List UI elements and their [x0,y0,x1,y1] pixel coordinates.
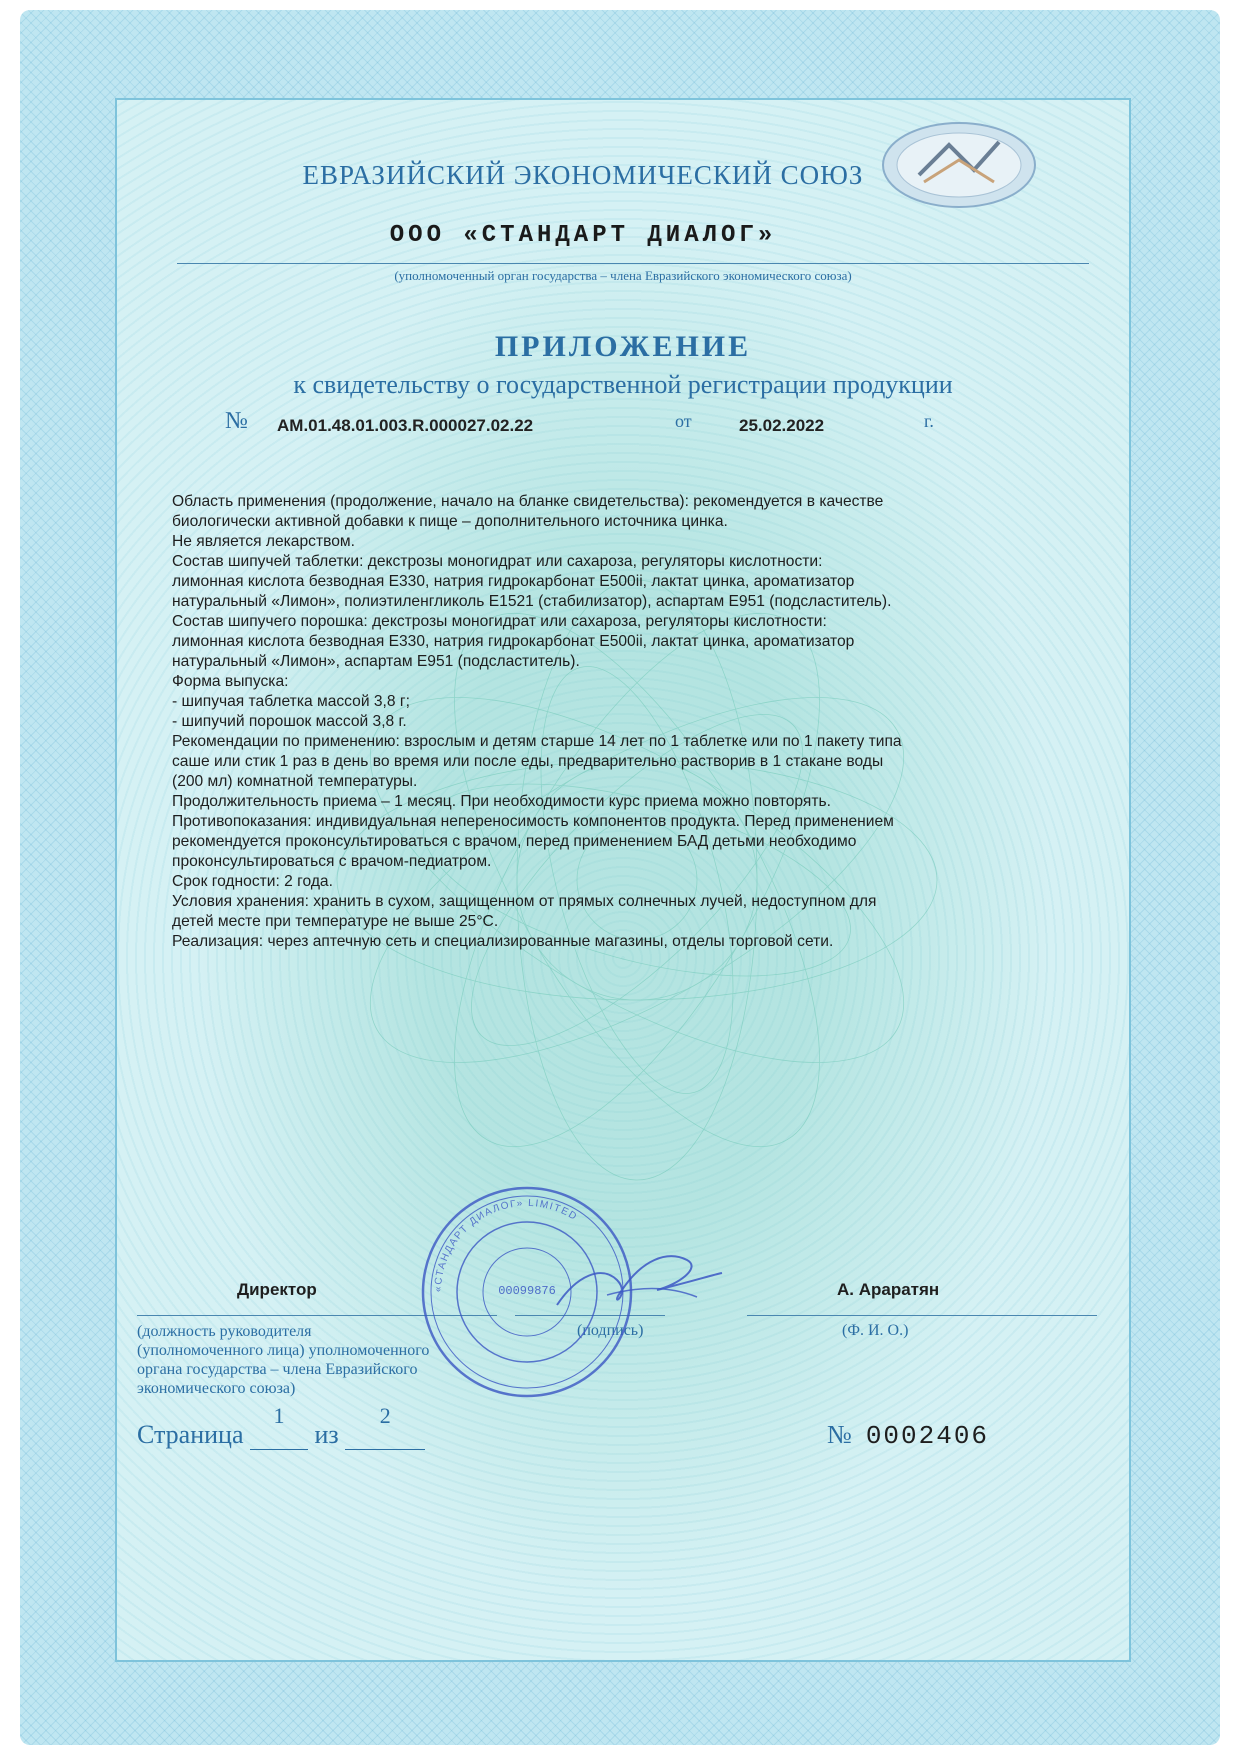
body-line: биологически активной добавки к пище – дополнительного источника цинка. [172,513,728,530]
body-line: Противопоказания: индивидуальная непереносимость компонентов продукта. Перед применением [172,813,894,830]
body-line: Не является лекарством. [172,533,355,550]
annex-body-text [172,492,1017,952]
signatory-name: А. Араратян [837,1280,940,1299]
stamp-code: 00099876 [498,1284,556,1298]
registration-date: 25.02.2022 [739,416,825,435]
role-caption-line: (уполномоченного лица) уполномоченного [137,1342,430,1359]
handwritten-signature [547,1235,727,1325]
page-title: ПРИЛОЖЕНИЕ [494,330,752,363]
certificate-field [115,98,1131,1662]
organization-name: ООО «СТАНДАРТ ДИАЛОГ» [389,222,777,249]
body-line: Рекомендации по применению: взрослым и детям старше 14 лет по 1 таблетке или по 1 пакету типа [172,733,902,750]
role-caption-line: органа государства – члена Евразийского [137,1361,418,1378]
year-suffix: г. [924,411,934,431]
body-line: - шипучий порошок массой 3,8 г. [172,713,407,730]
page-label: Страница [137,1420,244,1449]
body-line: Состав шипучего порошка: декстрозы моногидрат или сахароза, регуляторы кислотности: [172,613,827,630]
body-line: Срок годности: 2 года. [172,873,333,890]
body-line: (200 мл) комнатной температуры. [172,773,418,790]
signatory-role: Директор [237,1280,317,1299]
body-line: детей месте при температуре не выше 25°С. [172,913,499,930]
registration-number: AM.01.48.01.003.R.000027.02.22 [277,416,534,435]
body-line: натуральный «Лимон», полиэтиленгликоль Е1521 (стабилизатор), аспартам Е951 (подсластитель). [172,593,892,610]
organization-note: (уполномоченный орган государства – члена Евразийского экономического союза) [394,268,852,283]
registration-row [117,408,1129,438]
name-caption: (Ф. И. О.) [842,1322,909,1339]
body-line: проконсультироваться с врачом-педиатром. [172,853,492,870]
hologram-emblem [879,120,1039,210]
organization-rule [177,263,1089,264]
body-line: саше или стик 1 раз в день во время или после еды, предварительно растворив в 1 стакане воды [172,753,884,770]
body-line: Реализация: через аптечную сеть и специализированные магазины, отделы торговой сети. [172,933,834,950]
number-sign: № [225,408,248,434]
page-counter [137,1403,425,1450]
page-subtitle: к свидетельству о государственной регистрации продукции [293,370,953,399]
serial-number: 0002406 [865,1421,990,1451]
body-line: Состав шипучей таблетки: декстрозы моногидрат или сахароза, регуляторы кислотности: [172,553,823,570]
union-title: ЕВРАЗИЙСКИЙ ЭКОНОМИЧЕСКИЙ СОЮЗ [302,160,864,190]
body-line: Область применения (продолжение, начало на бланке свидетельства): рекомендуется в качестве [172,493,884,510]
certificate-border [20,10,1220,1745]
name-line [747,1315,1097,1316]
page-total: 2 [379,1403,391,1428]
stamp-ring-text: «СТАНДАРТ ДИАЛОГ» LIMITED [432,1197,580,1293]
role-caption-line: (должность руководителя [137,1323,312,1340]
body-line: Продолжительность приема – 1 месяц. При необходимости курс приема можно повторять. [172,793,831,810]
body-line: - шипучая таблетка массой 3,8 г; [172,693,410,710]
body-line: натуральный «Лимон», аспартам Е951 (подсластитель). [172,653,580,670]
page-current-field [250,1403,308,1450]
from-label: от [675,411,692,431]
body-line: лимонная кислота безводная Е330, натрия гидрокарбонат Е500ii, лактат цинка, ароматизатор [172,573,855,590]
body-line: рекомендуется проконсультироваться с врачом, перед применением БАД детьми необходимо [172,833,857,850]
body-line: лимонная кислота безводная Е330, натрия гидрокарбонат Е500ii, лактат цинка, ароматизатор [172,633,855,650]
of-label: из [314,1420,339,1449]
body-line: Условия хранения: хранить в сухом, защищенном от прямых солнечных лучей, недоступном для [172,893,877,910]
serial-sign: № [827,1420,852,1449]
form-serial [827,1420,989,1451]
body-line: Форма выпуска: [172,673,289,690]
signature-caption: (подпись) [577,1322,644,1339]
page-current: 1 [273,1403,285,1428]
page-total-field [345,1403,425,1450]
role-caption-line: экономического союза) [137,1380,296,1397]
